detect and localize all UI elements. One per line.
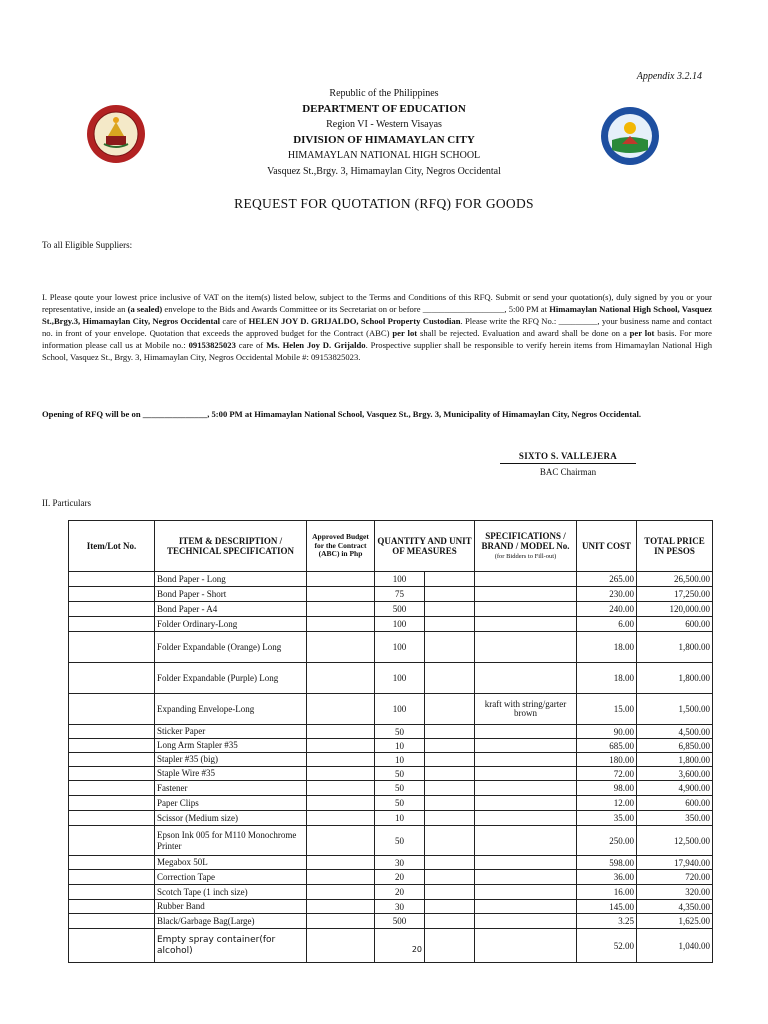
department-line: DEPARTMENT OF EDUCATION bbox=[302, 102, 466, 115]
table-row bbox=[69, 572, 713, 587]
table-row bbox=[69, 753, 713, 767]
cell-unit bbox=[425, 929, 475, 963]
cell-unit bbox=[425, 739, 475, 753]
cell-lot bbox=[69, 796, 155, 811]
cell-item: Correction Tape bbox=[155, 870, 307, 885]
cell-abc bbox=[307, 914, 375, 929]
region-line: Region VI - Western Visayas bbox=[326, 119, 442, 130]
cell-lot bbox=[69, 739, 155, 753]
cell-total: 6,850.00 bbox=[637, 739, 713, 753]
cell-specification bbox=[475, 929, 577, 963]
cell-total: 600.00 bbox=[637, 617, 713, 632]
cell-quantity: 50 bbox=[375, 796, 425, 811]
cell-total: 12,500.00 bbox=[637, 826, 713, 856]
republic-line: Republic of the Philippines bbox=[329, 88, 439, 99]
cell-abc bbox=[307, 811, 375, 826]
cell-specification bbox=[475, 753, 577, 767]
cell-abc bbox=[307, 617, 375, 632]
signatory-role: BAC Chairman bbox=[539, 467, 597, 477]
cell-unit bbox=[425, 767, 475, 781]
cell-unit bbox=[425, 885, 475, 900]
header-lot: Item/Lot No. bbox=[69, 521, 155, 572]
cell-item: Staple Wire #35 bbox=[155, 767, 307, 781]
cell-unit bbox=[425, 870, 475, 885]
cell-total: 1,800.00 bbox=[637, 632, 713, 663]
table-row bbox=[69, 811, 713, 826]
particulars-label: II. Particulars bbox=[42, 498, 91, 508]
cell-unit bbox=[425, 663, 475, 694]
header-abc: Approved Budget for the Contract (ABC) in Php bbox=[307, 521, 375, 572]
cell-abc bbox=[307, 725, 375, 739]
address-line: Vasquez St.,Brgy. 3, Himamaylan City, Negros Occidental bbox=[267, 165, 501, 177]
cell-specification bbox=[475, 632, 577, 663]
cell-specification bbox=[475, 781, 577, 796]
cell-total: 600.00 bbox=[637, 796, 713, 811]
cell-lot bbox=[69, 725, 155, 739]
cell-item: Paper Clips bbox=[155, 796, 307, 811]
cell-abc bbox=[307, 796, 375, 811]
cell-specification bbox=[475, 885, 577, 900]
cell-unit-cost: 12.00 bbox=[577, 796, 637, 811]
table-row bbox=[69, 796, 713, 811]
cell-item: Bond Paper - A4 bbox=[155, 602, 307, 617]
cell-quantity: 500 bbox=[375, 914, 425, 929]
cell-lot bbox=[69, 602, 155, 617]
cell-quantity: 30 bbox=[375, 900, 425, 914]
cell-item: Sticker Paper bbox=[155, 725, 307, 739]
cell-total: 4,500.00 bbox=[637, 725, 713, 739]
table-row bbox=[69, 914, 713, 929]
school-line: HIMAMAYLAN NATIONAL HIGH SCHOOL bbox=[287, 150, 481, 161]
cell-specification bbox=[475, 826, 577, 856]
cell-total: 1,800.00 bbox=[637, 663, 713, 694]
cell-unit-cost: 52.00 bbox=[577, 929, 637, 963]
cell-total: 350.00 bbox=[637, 811, 713, 826]
cell-quantity: 30 bbox=[375, 856, 425, 870]
cell-lot bbox=[69, 767, 155, 781]
cell-lot bbox=[69, 694, 155, 725]
cell-item: Folder Expandable (Orange) Long bbox=[155, 632, 307, 663]
table-row bbox=[69, 725, 713, 739]
cell-specification bbox=[475, 856, 577, 870]
opening-notice: Opening of RFQ will be on _______________, 5:00 PM at Himamaylan National School, Vasquez St., Brgy. 3, Municipality of Himamaylan City, Negros Occidental. bbox=[42, 409, 642, 419]
cell-unit-cost: 98.00 bbox=[577, 781, 637, 796]
cell-unit-cost: 18.00 bbox=[577, 663, 637, 694]
cell-specification bbox=[475, 617, 577, 632]
cell-unit-cost: 36.00 bbox=[577, 870, 637, 885]
cell-quantity: 100 bbox=[375, 572, 425, 587]
cell-specification bbox=[475, 811, 577, 826]
cell-quantity: 10 bbox=[375, 753, 425, 767]
cell-specification bbox=[475, 900, 577, 914]
cell-item: Black/Garbage Bag(Large) bbox=[155, 914, 307, 929]
cell-unit-cost: 240.00 bbox=[577, 602, 637, 617]
cell-lot bbox=[69, 781, 155, 796]
cell-item: Stapler #35 (big) bbox=[155, 753, 307, 767]
cell-lot bbox=[69, 929, 155, 963]
table-row bbox=[69, 929, 713, 963]
cell-unit-cost: 145.00 bbox=[577, 900, 637, 914]
table-row bbox=[69, 617, 713, 632]
cell-unit-cost: 18.00 bbox=[577, 632, 637, 663]
cell-quantity: 10 bbox=[375, 739, 425, 753]
cell-total: 1,040.00 bbox=[637, 929, 713, 963]
cell-unit bbox=[425, 796, 475, 811]
cell-unit bbox=[425, 856, 475, 870]
cell-unit-cost: 35.00 bbox=[577, 811, 637, 826]
table-row bbox=[69, 739, 713, 753]
cell-unit bbox=[425, 826, 475, 856]
division-line: DIVISION OF HIMAMAYLAN CITY bbox=[293, 133, 475, 146]
cell-item: Long Arm Stapler #35 bbox=[155, 739, 307, 753]
table-row bbox=[69, 587, 713, 602]
cell-specification bbox=[475, 739, 577, 753]
cell-abc bbox=[307, 632, 375, 663]
cell-abc bbox=[307, 587, 375, 602]
cell-lot bbox=[69, 572, 155, 587]
cell-abc bbox=[307, 900, 375, 914]
signatory-block bbox=[500, 451, 636, 477]
cell-specification: kraft with string/garter brown bbox=[475, 694, 577, 725]
cell-unit bbox=[425, 587, 475, 602]
cell-abc bbox=[307, 929, 375, 963]
document-title: REQUEST FOR QUOTATION (RFQ) FOR GOODS bbox=[234, 196, 534, 211]
cell-item: Epson Ink 005 for M110 Monochrome Printer bbox=[155, 826, 307, 856]
cell-specification bbox=[475, 572, 577, 587]
cell-total: 120,000.00 bbox=[637, 602, 713, 617]
salutation: To all Eligible Suppliers: bbox=[42, 240, 133, 250]
cell-unit bbox=[425, 781, 475, 796]
cell-item: Megabox 50L bbox=[155, 856, 307, 870]
cell-quantity: 100 bbox=[375, 694, 425, 725]
cell-unit-cost: 15.00 bbox=[577, 694, 637, 725]
header-unit-cost: UNIT COST bbox=[577, 521, 637, 572]
cell-specification bbox=[475, 914, 577, 929]
cell-total: 320.00 bbox=[637, 885, 713, 900]
cell-quantity: 20 bbox=[375, 885, 425, 900]
cell-quantity: 10 bbox=[375, 811, 425, 826]
cell-specification bbox=[475, 870, 577, 885]
table-row bbox=[69, 767, 713, 781]
cell-abc bbox=[307, 694, 375, 725]
cell-specification bbox=[475, 725, 577, 739]
cell-unit-cost: 598.00 bbox=[577, 856, 637, 870]
cell-quantity: 50 bbox=[375, 781, 425, 796]
cell-quantity: 20 bbox=[375, 929, 425, 963]
cell-unit bbox=[425, 811, 475, 826]
cell-specification bbox=[475, 663, 577, 694]
cell-item: Rubber Band bbox=[155, 900, 307, 914]
table-row bbox=[69, 900, 713, 914]
cell-item: Scotch Tape (1 inch size) bbox=[155, 885, 307, 900]
cell-abc bbox=[307, 572, 375, 587]
table-row bbox=[69, 781, 713, 796]
cell-lot bbox=[69, 826, 155, 856]
cell-quantity: 50 bbox=[375, 767, 425, 781]
cell-abc bbox=[307, 781, 375, 796]
cell-lot bbox=[69, 587, 155, 602]
table-row bbox=[69, 602, 713, 617]
cell-unit-cost: 250.00 bbox=[577, 826, 637, 856]
cell-specification bbox=[475, 767, 577, 781]
cell-unit-cost: 265.00 bbox=[577, 572, 637, 587]
cell-unit-cost: 180.00 bbox=[577, 753, 637, 767]
cell-lot bbox=[69, 870, 155, 885]
cell-unit bbox=[425, 753, 475, 767]
cell-quantity: 50 bbox=[375, 826, 425, 856]
table-row bbox=[69, 632, 713, 663]
cell-total: 17,250.00 bbox=[637, 587, 713, 602]
cell-abc bbox=[307, 602, 375, 617]
cell-abc bbox=[307, 767, 375, 781]
cell-unit bbox=[425, 725, 475, 739]
table-row bbox=[69, 870, 713, 885]
cell-total: 26,500.00 bbox=[637, 572, 713, 587]
instructions-paragraph: I. Please qoute your lowest price inclusive of VAT on the item(s) listed below, subject to the Terms and Conditions of this RFQ. Submit or send your quotation(s), duly signed by you or your representative, inside an (a sealed) envelope to the Bids and Awards Committee or its Secretariat on or before ___________________, 5:00 PM at Himamaylan National High School, Vasquez St.,Brgy.3, Himamaylan City, Negros Occidental care of HELEN JOY D. GRIJALDO, School Property Custodian. Please write the RFQ No.: _________, your business name and contact no. in front of your envelope. Quotation that exceeds the approved budget for the Contract (ABC) per lot shall be rejected. Evaluation and award shall be done on a per lot basis. For more information please call us at Mobile no.: 09153825023 care of Ms. Helen Joy D. Grijaldo. Prospective supplier shall be responsible to verify herein items from Himamaylan National High School, Vasquez St., Brgy. 3, Himamaylan City, Negros Occidental Mobile #: 09153825023. bbox=[42, 292, 713, 362]
table-row bbox=[69, 856, 713, 870]
header-item: ITEM & DESCRIPTION / TECHNICAL SPECIFICATION bbox=[155, 521, 307, 572]
table-row bbox=[69, 694, 713, 725]
cell-lot bbox=[69, 811, 155, 826]
cell-unit-cost: 230.00 bbox=[577, 587, 637, 602]
table-header-row bbox=[69, 521, 713, 572]
cell-unit bbox=[425, 617, 475, 632]
cell-total: 720.00 bbox=[637, 870, 713, 885]
cell-quantity: 75 bbox=[375, 587, 425, 602]
cell-abc bbox=[307, 870, 375, 885]
cell-abc bbox=[307, 826, 375, 856]
cell-total: 4,350.00 bbox=[637, 900, 713, 914]
letterhead bbox=[0, 86, 768, 179]
cell-quantity: 500 bbox=[375, 602, 425, 617]
cell-lot bbox=[69, 856, 155, 870]
cell-unit-cost: 3.25 bbox=[577, 914, 637, 929]
particulars-table bbox=[68, 520, 713, 963]
cell-item: Empty spray container(for alcohol) bbox=[155, 929, 307, 963]
table-row bbox=[69, 885, 713, 900]
cell-unit bbox=[425, 914, 475, 929]
appendix-label: Appendix 3.2.14 bbox=[636, 71, 702, 82]
header-total: TOTAL PRICE IN PESOS bbox=[637, 521, 713, 572]
cell-lot bbox=[69, 900, 155, 914]
cell-total: 1,800.00 bbox=[637, 753, 713, 767]
cell-total: 3,600.00 bbox=[637, 767, 713, 781]
cell-total: 4,900.00 bbox=[637, 781, 713, 796]
cell-item: Bond Paper - Short bbox=[155, 587, 307, 602]
cell-quantity: 100 bbox=[375, 617, 425, 632]
cell-unit bbox=[425, 694, 475, 725]
cell-item: Fastener bbox=[155, 781, 307, 796]
cell-specification bbox=[475, 587, 577, 602]
cell-total: 1,500.00 bbox=[637, 694, 713, 725]
cell-unit-cost: 72.00 bbox=[577, 767, 637, 781]
cell-specification bbox=[475, 602, 577, 617]
cell-quantity: 50 bbox=[375, 725, 425, 739]
cell-item: Scissor (Medium size) bbox=[155, 811, 307, 826]
cell-specification bbox=[475, 796, 577, 811]
cell-unit bbox=[425, 632, 475, 663]
cell-quantity: 100 bbox=[375, 632, 425, 663]
cell-unit-cost: 6.00 bbox=[577, 617, 637, 632]
signatory-name: SIXTO S. VALLEJERA bbox=[500, 451, 636, 464]
cell-unit bbox=[425, 572, 475, 587]
cell-item: Folder Expandable (Purple) Long bbox=[155, 663, 307, 694]
cell-unit-cost: 90.00 bbox=[577, 725, 637, 739]
cell-quantity: 100 bbox=[375, 663, 425, 694]
cell-abc bbox=[307, 739, 375, 753]
cell-lot bbox=[69, 753, 155, 767]
cell-unit-cost: 16.00 bbox=[577, 885, 637, 900]
cell-lot bbox=[69, 885, 155, 900]
cell-unit bbox=[425, 900, 475, 914]
table-row bbox=[69, 663, 713, 694]
cell-item: Expanding Envelope-Long bbox=[155, 694, 307, 725]
cell-lot bbox=[69, 632, 155, 663]
cell-item: Bond Paper - Long bbox=[155, 572, 307, 587]
cell-item: Folder Ordinary-Long bbox=[155, 617, 307, 632]
header-specifications: SPECIFICATIONS / BRAND / MODEL No. (for Bidders to Fill-out) bbox=[475, 521, 577, 572]
cell-lot bbox=[69, 663, 155, 694]
cell-lot bbox=[69, 914, 155, 929]
cell-abc bbox=[307, 856, 375, 870]
cell-unit-cost: 685.00 bbox=[577, 739, 637, 753]
cell-quantity: 20 bbox=[375, 870, 425, 885]
cell-lot bbox=[69, 617, 155, 632]
cell-total: 1,625.00 bbox=[637, 914, 713, 929]
header-quantity: QUANTITY AND UNIT OF MEASURES bbox=[375, 521, 475, 572]
cell-unit bbox=[425, 602, 475, 617]
cell-abc bbox=[307, 885, 375, 900]
cell-total: 17,940.00 bbox=[637, 856, 713, 870]
cell-abc bbox=[307, 753, 375, 767]
table-row bbox=[69, 826, 713, 856]
cell-abc bbox=[307, 663, 375, 694]
